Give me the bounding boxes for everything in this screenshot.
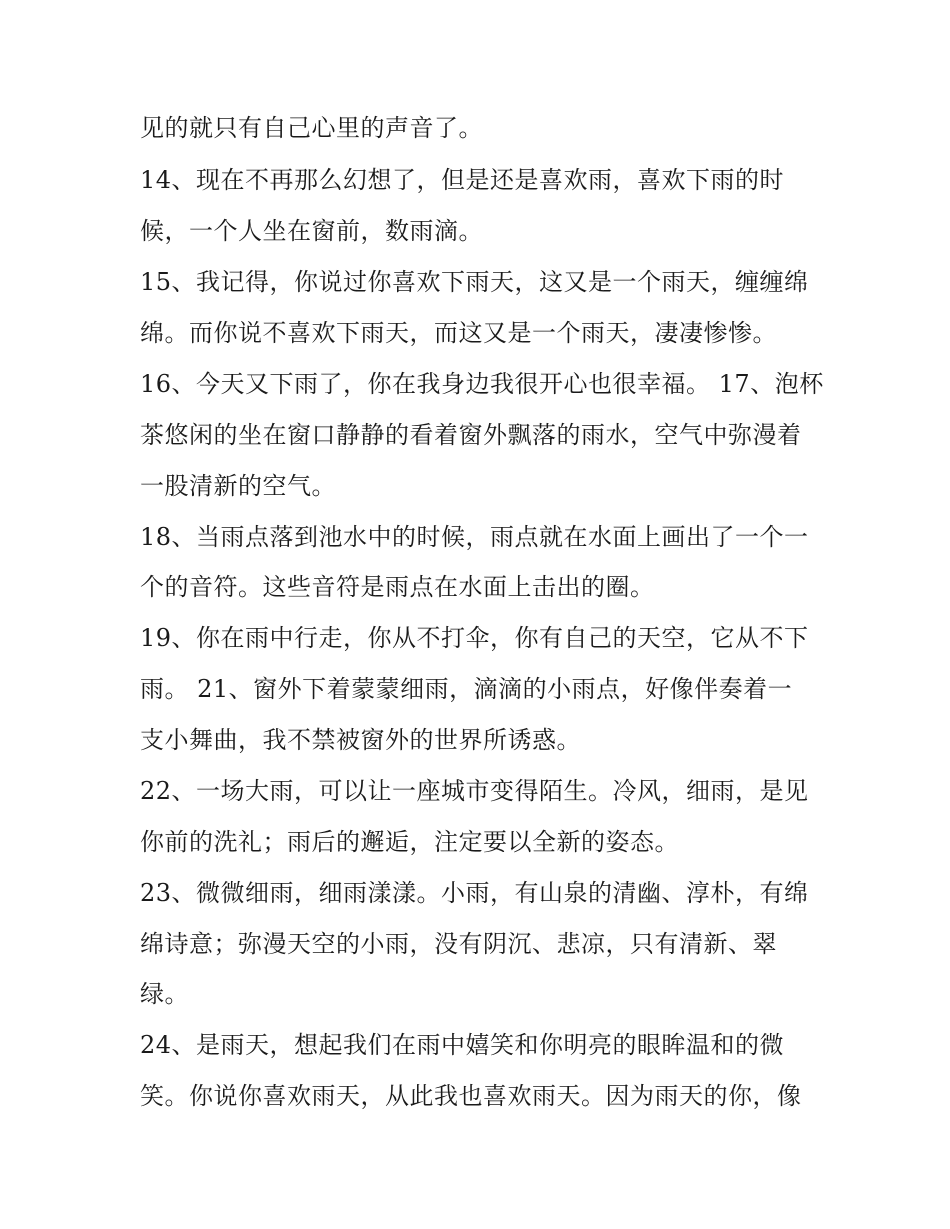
text-line: 支小舞曲，我不禁被窗外的世界所诱惑。: [140, 726, 581, 754]
text-line: 14、现在不再那么幻想了，但是还是喜欢雨，喜欢下雨的时: [140, 166, 785, 194]
text-line: 一股清新的空气。: [140, 472, 336, 500]
text-line: 16、今天又下雨了，你在我身边我很开心也很幸福。 17、泡杯: [140, 370, 824, 398]
text-line: 绵诗意；弥漫天空的小雨，没有阴沉、悲凉，只有清新、翠: [140, 930, 777, 958]
text-line: 22、一场大雨，可以让一座城市变得陌生。冷风，细雨，是见: [140, 777, 809, 805]
text-line: 绿。: [140, 980, 189, 1008]
text-line: 15、我记得，你说过你喜欢下雨天，这又是一个雨天，缠缠绵: [140, 268, 809, 296]
text-line: 笑。你说你喜欢雨天，从此我也喜欢雨天。因为雨天的你，像: [140, 1082, 802, 1110]
text-line: 24、是雨天，想起我们在雨中嬉笑和你明亮的眼眸温和的微: [140, 1031, 785, 1059]
text-line: 绵。而你说不喜欢下雨天，而这又是一个雨天，凄凄惨惨。: [140, 319, 777, 347]
text-line: 个的音符。这些音符是雨点在水面上击出的圈。: [140, 573, 655, 601]
text-line: 你前的洗礼；雨后的邂逅，注定要以全新的姿态。: [140, 828, 679, 856]
text-line: 18、当雨点落到池水中的时候，雨点就在水面上画出了一个一: [140, 523, 809, 551]
text-line: 雨。 21、窗外下着蒙蒙细雨，滴滴的小雨点，好像伴奏着一: [140, 675, 793, 703]
text-line: 候，一个人坐在窗前，数雨滴。: [140, 217, 483, 245]
text-line: 茶悠闲的坐在窗口静静的看着窗外飘落的雨水，空气中弥漫着: [140, 421, 802, 449]
text-line: 23、微微细雨，细雨漾漾。小雨，有山泉的清幽、淳朴，有绵: [140, 879, 809, 907]
text-line: 19、你在雨中行走，你从不打伞，你有自己的天空，它从不下: [140, 624, 809, 652]
text-line: 见的就只有自己心里的声音了。: [140, 114, 483, 142]
